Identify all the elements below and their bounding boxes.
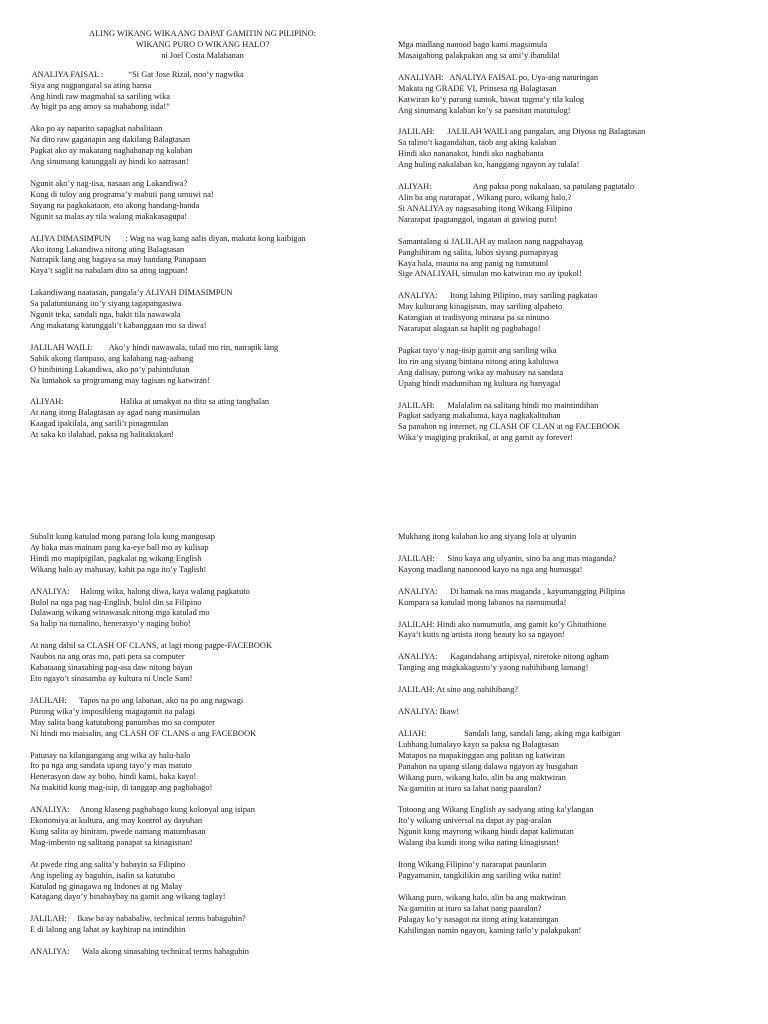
verse-line: May kulturang kinagisnan, may sariling alpabeto — [398, 302, 563, 312]
stanza — [398, 554, 743, 576]
verse-line: Panghihiram ng salita, lubos siyang pumapayag — [398, 247, 559, 257]
verse-line: Ay higit pa ang amoy sa mabahong isda!” — [30, 102, 170, 112]
verse-line: Kumpara sa katulad mong labanos na namumutla! — [398, 597, 567, 607]
verse-line: Ang sinumang katunggali ay hindi ko aatrasan! — [30, 157, 189, 167]
verse-line: Alin ba ang nararapat , Wikang puro, wikang halo,? — [398, 192, 572, 202]
verse-line: Ako po ay naparito sapagkat nabalitaan — [30, 124, 163, 134]
verse-line: Hindi ako nananakot, hindi ako nagbabanta — [398, 149, 544, 159]
stanza — [30, 947, 375, 958]
verse-line: Kung salita ay hiniram, pwede namang matumbasan — [30, 826, 206, 836]
verse-line: Palagay ko’y nasagot na itong ating katanungan — [398, 914, 559, 924]
verse-line: May salita bang katutubong panumbas mo sa computer — [30, 717, 215, 727]
verse-line: Na lumahok sa programang may tagisan ng katwiran! — [30, 375, 210, 385]
stanza — [30, 914, 375, 936]
verse-line: Ang hindi raw magmahal sa sariling wika — [30, 91, 171, 101]
verse-line: Na makitid kung mag-isip, di tanggap ang pagbabago! — [30, 783, 213, 793]
verse-line: Ang huling nakalaban ko, hanggang ngayon ay tulala! — [398, 160, 580, 170]
verse-line: Sa panahon ng internet, ng CLASH OF CLAN at ng FACEBOOK — [398, 422, 621, 432]
verse-line: Pagyamanin, tangkilikin ang sariling wika natin! — [398, 870, 562, 880]
verse-line: O binibining Lakandiwa, ako po’y pahintulutan — [30, 364, 190, 374]
verse-line: Ang ispeling ay baguhin, isalin sa katutubo — [30, 870, 175, 880]
verse-line: Patunay na kilangangang ang wika ay halu-halo — [30, 750, 191, 760]
stanza — [30, 805, 375, 849]
stanza — [398, 532, 743, 543]
verse-line: Ay baka mas mainam pang ka-eye ball mo ay kulisap — [30, 542, 209, 552]
verse-line: Ito rin ang siyang bintana nitong ating kaluluwa — [398, 356, 559, 366]
verse-line: Subalit kung katulad mong parang lola kung mangusap — [30, 532, 215, 541]
verse-line: Kayong madlang nanonood kayo na nga ang humusga! — [398, 564, 583, 574]
verse-line: Bulol na nga pag nag-English, bulol din sa Filipino — [30, 597, 202, 607]
verse-line: Hindi mo mapipigilan, pagkalat ng wikang English — [30, 553, 202, 563]
verse-line: Natrapik lang ang bagaya sa may bandang Panapaan — [30, 255, 207, 265]
column-bottom-right — [398, 532, 743, 947]
stanza — [398, 729, 743, 794]
verse-line: Ngunit sa malas ay tila walang makakasagupa! — [30, 211, 188, 221]
stanza — [398, 620, 743, 642]
stanza — [30, 641, 375, 685]
verse-line: Mga madlang nanood bago kami magsimula — [398, 40, 548, 49]
verse-line: Ito’y wikang universal na dapat ay pag-aralan — [398, 816, 552, 826]
verse-line: Sa halip na tumalino, henerasyo’y naging bobo! — [30, 619, 191, 629]
stanza — [30, 288, 375, 332]
verse-line: Ngunit kung mayrong wikang hindi dapat kalimutan — [398, 827, 574, 837]
verse-line: Ni hindi mo maisalin, ang CLASH OF CLANS o ang FACEBOOK — [30, 728, 257, 738]
verse-line: Henerasyon daw ay bobo, hindi kami, baka kayo! — [30, 772, 197, 782]
verse-line: Kaagad ipakilala, ang sarili’t pinagmulan — [30, 419, 169, 429]
verse-line: ALIYAH: Ang paksa pong nakalaan, sa patulang pagtatalo — [398, 182, 635, 192]
verse-line: Nararapat alagaan sa haplit ng pagbabago! — [398, 324, 541, 334]
verse-line: Wika’y magiging praktikal, at ang gamit ay forever! — [398, 433, 574, 443]
verse-line: Samantalang si JALILAH ay malaon nang nagpahayag — [398, 236, 583, 246]
stanza — [30, 587, 375, 631]
stanza — [398, 291, 743, 335]
stanza — [30, 124, 375, 168]
verse-line: ANALIYAH: ANALIYA FAISAL po, Uya-ang naturingan — [398, 72, 599, 82]
verse-line: Kabataang sinasabing pag-asa daw nitong bayan — [30, 663, 193, 673]
verse-line: Wikang puro, wikang halo, alin ba ang maktwiran — [398, 772, 566, 782]
stanza — [398, 685, 743, 696]
stanza — [398, 40, 743, 62]
verse-line: Lakandiwang naatasan, pangala’y ALIYAH DIMASIMPUN — [30, 288, 233, 298]
verse-line: JALILAH: At sino ang nahihibang? — [398, 685, 519, 695]
stanza — [398, 805, 743, 849]
column-bottom-left — [30, 532, 375, 969]
stanza — [30, 70, 375, 114]
verse-line: Wikang halo ay mahusay, kahit pa nga ito’y Taglish! — [30, 564, 207, 574]
verse-line: Sabik akong ilampaso, ang kalabang nag-aabang — [30, 353, 194, 363]
verse-line: JALILAH: Tapos na po ang labanan, ako na po ang nagwagi — [30, 695, 244, 705]
verse-line: Totoong ang Wikang English ay sadyang ating ka’ylangan — [398, 805, 594, 815]
verse-line: ANALIYA: Wala akong sinasabing technical terms babaguhin — [30, 947, 249, 957]
verse-line: Sa palatuntunang ito’y siyang tagapangasiwa — [30, 299, 182, 309]
verse-line: Na dito raw gaganapin ang dakilang Balagtasan — [30, 135, 191, 145]
verse-line: Kaya’t kutis ng artista itong beauty ko sa ngayon! — [398, 630, 565, 640]
title-line: WIKANG PURO O WIKANG HALO? — [135, 39, 270, 49]
verse-line: E di lalong ang lahat ay kayhirap na intindihin — [30, 925, 186, 935]
verse-line: Si ANALIYA ay nagsasabing itong Wikang Filipino — [398, 203, 573, 213]
stanza — [398, 127, 743, 171]
verse-line: At nang itong Balagtasan ay agad nang masimulan — [30, 408, 201, 418]
stanza — [30, 234, 375, 278]
verse-line: Kaya hala, mauna na ang panig ng tumututol — [398, 258, 549, 268]
verse-line: ANALIYA: Kagandahang artipisyal, niretoke nitong agham — [398, 652, 609, 662]
column-paragraphs — [398, 40, 743, 444]
verse-line: Mag-imbento ng salitang panapat sa kinagisnan! — [30, 837, 193, 847]
verse-line: Pagkat sadyang makaluma, kaya nagkakalituhan — [398, 411, 561, 421]
column-top-left — [30, 29, 375, 452]
verse-line: Mukhang itong kalaban ko ang siyang lola at ulyanin — [398, 532, 577, 541]
stanza — [398, 346, 743, 390]
verse-line: Eto ngayo’t sinasamba ay kultura ni Uncle Sam! — [30, 673, 193, 683]
stanza — [398, 237, 743, 281]
stanza — [30, 343, 375, 387]
verse-line: ALIYA DIMASIMPUN : Wag na wag kang aalis diyan, makata kong kaibigan — [30, 233, 306, 243]
verse-line: Ngunit teka, sandali nga, bakit tila nawawala — [30, 310, 181, 320]
verse-line: Sige ANALIYAH, simulan mo katwiran mo ay ipukol! — [398, 269, 582, 279]
verse-line: ALIAH: Sandali lang, sandali lang, aking mga kaibigan — [398, 728, 621, 738]
verse-line: Katagang dayo’y binabaybay na gamit ang wikang taglay! — [30, 892, 226, 902]
verse-line: Kaya’t saglit na nabalam dito sa ating tagpuan! — [30, 266, 188, 276]
verse-line: JALILAH: Sino kaya ang ulyanin, sino ba ang mas maganda? — [398, 553, 616, 563]
verse-line: Ekonomiya at kultura, ang may kontrol ay dayuhan — [30, 816, 203, 826]
verse-line: At nang dahil sa CLASH OF CLANS, at lagi mong pagpe-FACEBOOK — [30, 641, 273, 651]
verse-line: Sa talino’t kagandahan, taob ang aking kalaban — [398, 138, 557, 148]
verse-line: Pagkat ako ay makatang naghahanap ng kalaban — [30, 146, 193, 156]
verse-line: ANALIYA FAISAL : “Si Gat Jose Rizal, noo’y nagwika — [30, 69, 244, 79]
verse-line: Panahon na upang silang dalawa ngayon ay husgahan — [398, 761, 578, 771]
verse-line: ANALIYA: Halong wika, halong diwa, kaya walang pagkatuto — [30, 586, 250, 596]
verse-line: Katulad ng ginagawa ng Indones at ng Malay — [30, 881, 183, 891]
stanza — [398, 707, 743, 718]
stanza — [398, 587, 743, 609]
verse-line: Makata ng GRADE VI, Prinsesa ng Balagtasan — [398, 83, 557, 93]
verse-line: Ito pa nga ang sandata upang tayo’y mas matuto — [30, 761, 192, 771]
verse-line: Ako itong Lakandiwa nitong ating Balagtasan — [30, 244, 185, 254]
column-paragraphs — [398, 532, 743, 936]
verse-line: JALILAH: JALILAH WAILI ang pangalan, ang Diyosa ng Balagtasan — [398, 127, 646, 137]
verse-line: Katangian at tradisyong minana pa sa ninuno — [398, 313, 550, 323]
verse-line: ANALIYA: Di hamak na mas maganda , kayumangging Pilipina — [398, 586, 626, 596]
verse-line: Purong wika’y imposibleng magagamit na palagi — [30, 706, 195, 716]
verse-line: Dalawang wikang winawasak nitong mga katulad mo — [30, 608, 210, 618]
verse-line: Na gamitin at ituro sa lahat nang paaralan? — [398, 783, 542, 793]
verse-line: Ngunit ako’y nag-iisa, nasaan ang Lakandiwa? — [30, 178, 188, 188]
verse-line: At pwede ring ang salita’y babayin sa Filipino — [30, 859, 186, 869]
verse-line: ALIYAH: Halika at umakyat na dito sa ating tanghalan — [30, 397, 270, 407]
verse-line: Naubos na ang oras mo, pati pera sa computer — [30, 652, 185, 662]
verse-line: JALILAH: Hindi ako namumutla, ang gamit ko’y Ghitathione — [398, 619, 607, 629]
verse-line: Wikang puro, wikang halo, alin ba ang maktwiran — [398, 892, 566, 902]
verse-line: Walang iba kundi itong wika nating kinagisnan! — [398, 838, 559, 848]
verse-line: ANALIYA: Anong klaseng pagbabago kung kolonyal ang isipan — [30, 805, 255, 815]
stanza — [398, 401, 743, 445]
stanza — [398, 182, 743, 226]
verse-line: Sayang na pagkakataon, eto akong handang-handa — [30, 200, 200, 210]
verse-line: At saka ko ilalahad, paksa ng balitaktakan! — [30, 430, 174, 440]
verse-line: Tanging ang magkakagusto’y yaong nahihibang lamang! — [398, 663, 589, 673]
verse-line: JALILAH: Malalalim na salitang hindi mo maintindihan — [398, 400, 599, 410]
verse-line: Nararapat ipagtanggol, ingatan at gawing puro! — [398, 214, 557, 224]
title-line: ALING WIKANG WIKA ANG DAPAT GAMITIN NG PILIPINO: — [89, 29, 316, 38]
verse-line: ANALIYA: Itong lahing Pilipino, may sariling pagkatao — [398, 291, 598, 301]
verse-line: JALILAH: Ikaw ba ay nababaliw, technical terms babaguhin? — [30, 914, 246, 924]
verse-line: Lubhang lumalayo kayo sa paksa ng Balagtasan — [398, 739, 559, 749]
verse-line: ANALIYA: Ikaw! — [398, 707, 460, 717]
column-paragraphs — [30, 532, 375, 958]
verse-line: Ang makatang katunggali’t kabanggaan mo sa diwa! — [30, 320, 207, 330]
verse-line: Kahilingan namin ngayon, kaming tatlo’y palakpakan! — [398, 925, 582, 935]
verse-line: Itong Wikang Filipino’y nararapat paunlarin — [398, 860, 547, 870]
stanza — [30, 532, 375, 576]
column-paragraphs — [30, 70, 375, 441]
stanza — [398, 652, 743, 674]
verse-line: Siya ang nagpangaral sa ating bansa — [30, 80, 152, 90]
stanza — [30, 397, 375, 441]
stanza — [398, 860, 743, 882]
verse-line: Ang dalisay, purong wika ay mahusay na sandata — [398, 367, 564, 377]
stanza — [30, 179, 375, 223]
stanza — [398, 893, 743, 937]
document-title — [30, 29, 375, 62]
stanza — [30, 751, 375, 795]
verse-line: Katwiran ko’y parang suntok, bawat tugma’y tila kulog — [398, 94, 585, 104]
verse-line: Matapos na mapakinggan ang palitan ng katwiran — [398, 750, 565, 760]
verse-line: Masaigabong palakpakan ang sa ami’y ibandila! — [398, 50, 561, 60]
verse-line: JALILAH WAILI: Ako’y hindi nawawala, tulad mo rin, natrapik lang — [30, 342, 279, 352]
stanza — [398, 73, 743, 117]
stanza — [30, 696, 375, 740]
verse-line: Upang hindi madumihan ng kultura ng banyaga! — [398, 378, 561, 388]
verse-line: Na gamitin at ituro sa lahat nang paaralan? — [398, 903, 542, 913]
author-line: ni Joel Costa Malabanan — [161, 50, 244, 60]
verse-line: Pagkat tayo’y nag-iisip gamit ang sariling wika — [398, 345, 557, 355]
verse-line: Ang sinumang kalaban ko’y sa pansitan matutulog! — [398, 105, 571, 115]
verse-line: Kung di tuloy ang programa’y mabuti pang umuwi na! — [30, 189, 214, 199]
stanza — [30, 860, 375, 904]
column-top-right — [398, 40, 743, 455]
